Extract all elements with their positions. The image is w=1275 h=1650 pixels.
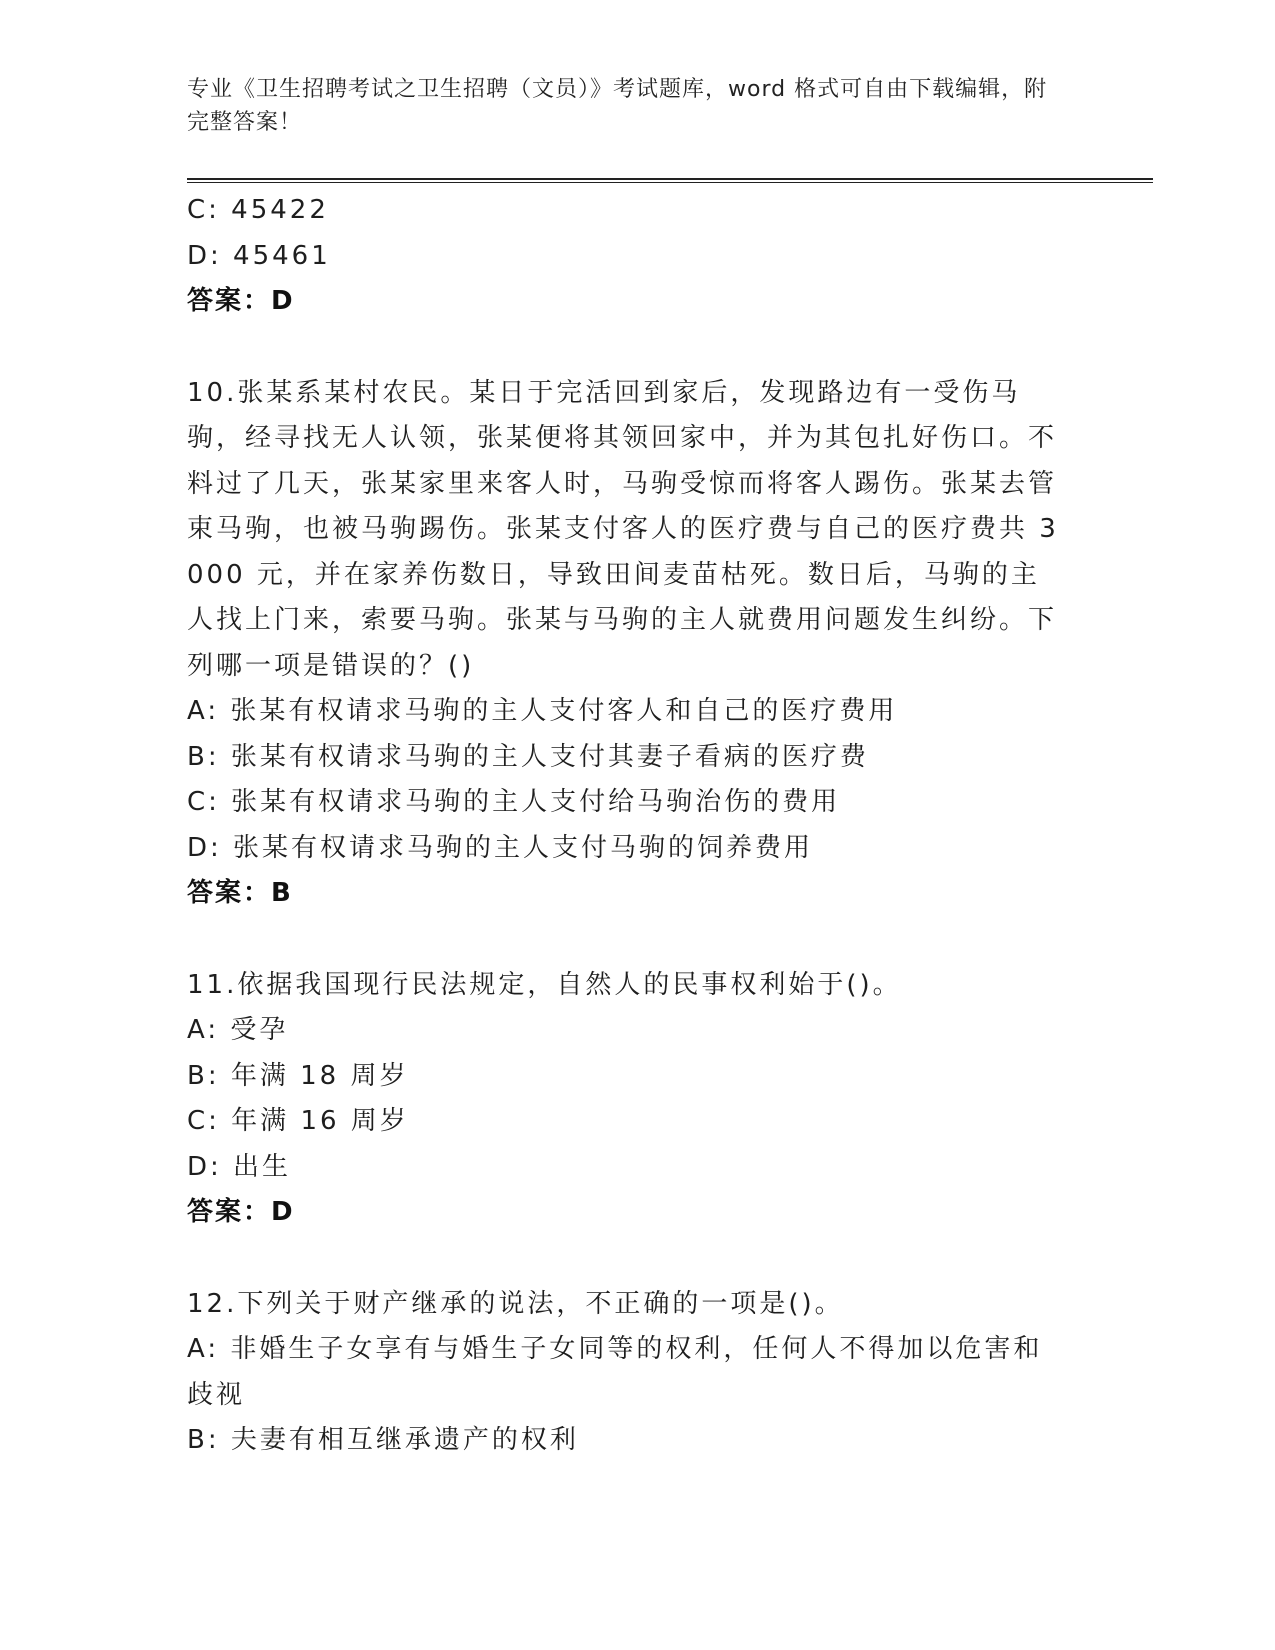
option-b: B: 夫妻有相互继承遗产的权利 <box>187 1425 579 1455</box>
option-a: A: 非婚生子女享有与婚生子女同等的权利，任何人不得加以危害和歧视 <box>187 1334 1043 1410</box>
option-b: B: 年满 18 周岁 <box>187 1060 409 1091</box>
spacer <box>187 917 1077 963</box>
question-stem: 10.张某系某村农民。某日于完活回到家后，发现路边有一受伤马驹，经寻找无人认领，张某便将其领回家中，并为其包扎好伤口。不料过了几天，张某家里来客人时，马驹受惊而将客人踢伤。张某去管束马驹，也被马驹踢伤。张某支付客人的医疗费与自己的医疗费共 3000 元，并在家养伤数日，导致田间麦苗枯死。数日后，马驹的主人找上门来，索要马驹。张某与马驹的主人就费用问题发生纠纷。下列哪一项是错误的？() <box>187 377 1059 681</box>
option-c: C: 45422 <box>187 195 329 225</box>
option-b: B: 张某有权请求马驹的主人支付其妻子看病的医疗费 <box>187 741 869 772</box>
document-header <box>187 73 1067 139</box>
header-divider <box>187 178 1153 183</box>
option-c: C: 年满 16 周岁 <box>187 1106 409 1136</box>
spacer <box>187 1236 1077 1282</box>
option-d: D: 出生 <box>187 1151 292 1182</box>
option-d: D: 张某有权请求马驹的主人支付马驹的饲养费用 <box>187 832 814 863</box>
question-list <box>187 188 1077 1464</box>
answer-line: 答案：B <box>187 878 293 908</box>
option-c: C: 张某有权请求马驹的主人支付给马驹治伤的费用 <box>187 787 841 817</box>
spacer <box>187 325 1077 371</box>
option-a: A: 受孕 <box>187 1015 289 1045</box>
header-title: 专业《卫生招聘考试之卫生招聘（文员）》考试题库，word 格式可自由下载编辑，附完整答案！ <box>187 77 1048 135</box>
question-11 <box>187 963 1077 1236</box>
question-stem: 11.依据我国现行民法规定，自然人的民事权利始于()。 <box>187 969 902 1000</box>
answer-line: 答案：D <box>187 286 295 316</box>
question-10 <box>187 371 1077 917</box>
question-9-tail <box>187 188 1077 325</box>
question-stem: 12.下列关于财产继承的说法，不正确的一项是()。 <box>187 1288 844 1319</box>
option-d: D: 45461 <box>187 240 331 271</box>
answer-line: 答案：D <box>187 1197 295 1227</box>
option-a: A: 张某有权请求马驹的主人支付客人和自己的医疗费用 <box>187 696 898 726</box>
question-12 <box>187 1282 1077 1464</box>
